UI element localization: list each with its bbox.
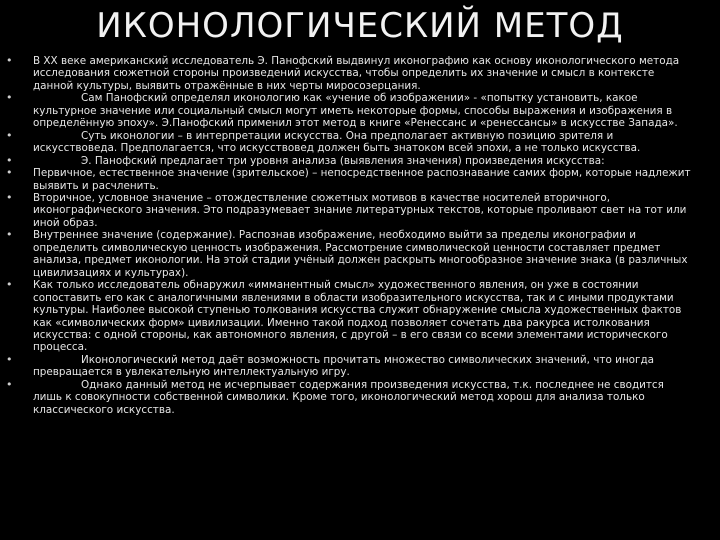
paragraph-text: Первичное, естественное значение (зрительское) – непосредственное распознавание самих форм, которые надлежит выявить и расчленить. [33,167,691,192]
bullet-icon: • [6,153,13,167]
bullet-icon: • [6,377,13,391]
bullet-icon: • [6,228,13,242]
bullet-icon: • [6,278,13,292]
bullet-icon: • [6,352,13,366]
paragraph-text: Однако данный метод не исчерпывает содержания произведения искусства, т.к. последнее не сводится лишь к совокупности собственной символики. Кроме того, иконологический метод хорош для анализа только классического искусства. [33,378,664,416]
paragraph-10 [6,377,695,416]
paragraph-text: Сам Панофский определял иконологию как «учение об изображении» - «попытку установить, какое культурное значение или социальный смысл могут иметь некоторые формы, способы выражения и изображения в определённую эпоху». Э.Панофский применил этот метод в книге «Ренессанс и «ренессансы» в искусстве Запада». [33,92,678,130]
bullet-icon: • [6,166,13,180]
paragraph-text: Вторичное, условное значение – отождествление сюжетных мотивов в качестве носителей вторичного, иконографического значения. Это подразумевает знание литературных текстов, которые проливают свет на тот или иной образ. [33,191,687,229]
slide-body [0,55,720,416]
paragraph-text: Э. Панофский предлагает три уровня анализа (выявления значения) произведения искусства: [81,154,605,167]
paragraph-6 [6,190,695,229]
paragraph-5 [6,166,695,192]
paragraph-text: Как только исследователь обнаружил «имманентный смысл» художественного явления, он уже в состоянии сопоставить его как с аналогичными явлениями в области изобразительного искусства, так и с иными продуктами культуры. Наиболее высокой ступенью толкования искусства служит обнаружение смысла художественных фактов как «символических форм» цивилизации. Именно такой подход позволяет сочетать два ракурса истолкования искусства: с одной стороны, как автономного явления, с другой – в его связи со всеми элементами исторического процесса. [33,279,682,354]
bullet-icon: • [6,91,13,105]
paragraph-text: Иконологический метод даёт возможность прочитать множество символических значений, что иногда превращается в увлекательную интеллектуальную игру. [33,353,655,379]
bullet-icon: • [6,128,13,142]
paragraph-8 [6,278,695,354]
paragraph-text: В XX веке американский исследователь Э. Панофский выдвинул иконографию как основу иконологического метода исследования сюжетной стороны произведений искусства, чтобы определить их значение и смысл в контексте данной культуры, выявить отражённые в них черты миросозерцания. [33,55,680,92]
paragraph-4 [6,153,695,167]
paragraph-text: Суть иконологии – в интерпретации искусства. Она предполагает активную позицию зрителя и искусствоведа. Предполагается, что искусствовед должен быть знатоком всей эпохи, а не только искусства. [33,129,641,155]
bullet-icon: • [6,54,13,67]
paragraph-3 [6,128,695,155]
paragraph-text: Внутреннее значение (содержание). Распознав изображение, необходимо выйти за пределы иконографии и определить символическую ценность изображения. Рассмотрение символической ценности составляет предмет анализа, предмет иконологии. На этой стадии учёный должен раскрыть многообразное значение знака (в различных цивилизациях и культурах). [33,229,688,279]
bullet-icon: • [6,190,13,204]
paragraph-1 [6,54,695,92]
slide-title: ИКОНОЛОГИЧЕСКИЙ МЕТОД [96,6,624,46]
paragraph-7 [6,228,695,279]
paragraph-9 [6,352,695,379]
paragraph-2 [6,91,695,130]
